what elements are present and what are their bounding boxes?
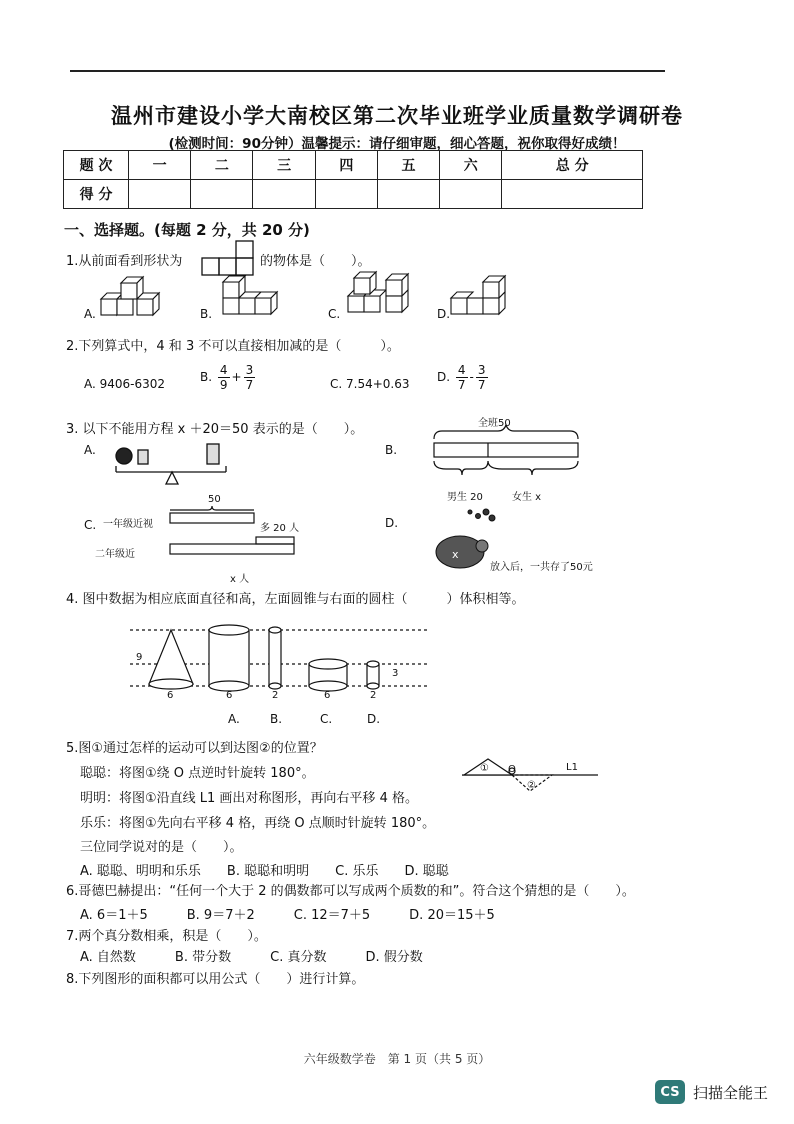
header-cell: 二 (191, 151, 253, 180)
numerator: 4 (219, 363, 228, 377)
score-cell[interactable] (191, 180, 253, 209)
q2-option-a: A. 9406-6302 (84, 377, 166, 391)
header-cell: 六 (440, 151, 502, 180)
operator: - (469, 370, 474, 384)
q6-text: 6.哥德巴赫提出：“任何一个大于 2 的偶数都可以写成两个质数的和”。符合这个猜想的是（ ）。 (66, 884, 635, 899)
header-cell: 总 分 (502, 151, 643, 180)
q3-segment-diagram (432, 425, 582, 485)
q4-d-diameter: 2 (370, 690, 377, 701)
q4-solids-figure (125, 620, 435, 698)
score-cell[interactable] (315, 180, 377, 209)
q2-d-fraction-1 (456, 363, 468, 392)
q4-b-diameter: 2 (272, 690, 279, 701)
denominator: 7 (457, 378, 466, 392)
q3-b-boys-label: 男生 20 (447, 492, 483, 503)
q4-cone-diameter: 6 (167, 690, 174, 701)
q2-b-fraction-1 (218, 363, 230, 392)
q2-text: 2.下列算式中，4 和 3 不可以直接相加减的是（ ）。 (66, 339, 400, 354)
numerator: 3 (245, 363, 254, 377)
q5-statement-1: 聪聪：将图①绕 O 点逆时针旋转 180°。 (80, 766, 315, 781)
q3-option-d-label: D. (385, 516, 399, 530)
q4-c-diameter: 6 (324, 690, 331, 701)
q1-option-c-cubes (342, 272, 417, 322)
scanner-logo: CS (655, 1080, 685, 1104)
q4-label-a: A. (228, 712, 240, 726)
q2-b-fraction-2 (244, 363, 256, 392)
score-row (64, 180, 643, 209)
q3-c-more-label: 多 20 人 (260, 523, 300, 534)
q3-c-grade1-label: 一年级近视 (103, 519, 153, 530)
q2-d-label: D. (437, 370, 451, 384)
score-cell[interactable] (129, 180, 191, 209)
section-heading: 一、选择题。(每题 2 分，共 20 分) (64, 221, 310, 239)
q3-balance-scale-figure (110, 440, 230, 495)
q1-option-c-label: C. (328, 307, 341, 321)
denominator: 7 (477, 378, 486, 392)
q1-option-b-cubes (215, 272, 285, 322)
score-cell[interactable] (377, 180, 439, 209)
scanner-watermark (655, 1080, 768, 1104)
q5-options: A. 聪聪、明明和乐乐 B. 聪聪和明明 C. 乐乐 D. 聪聪 (80, 864, 449, 879)
q2-d-fraction-2 (476, 363, 488, 392)
q8-text: 8.下列图形的面积都可以用公式（ ）进行计算。 (66, 972, 365, 987)
q4-label-c: C. (320, 712, 333, 726)
operator: + (231, 370, 242, 384)
q1-text-before: 1.从前面看到形状为 (66, 254, 183, 269)
header-cell: 题 次 (64, 151, 129, 180)
q4-cone-height: 9 (136, 652, 143, 663)
q3-option-a-label: A. (84, 443, 96, 457)
q4-label-b: B. (270, 712, 283, 726)
score-cell[interactable] (253, 180, 315, 209)
q5-line-label: L1 (566, 762, 578, 773)
denominator: 7 (245, 378, 254, 392)
q5-ask: 三位同学说对的是（ ）。 (80, 840, 243, 855)
q6-options: A. 6＝1＋5 B. 9＝7＋2 C. 12＝7＋5 D. 20＝15＋5 (80, 908, 495, 923)
score-cell[interactable] (502, 180, 643, 209)
q5-statement-2: 明明：将图①沿直线 L1 画出对称图形，再向右平移 4 格。 (80, 791, 418, 806)
q3-text: 3. 以下不能用方程 x ＋20＝50 表示的是（ ）。 (66, 422, 364, 437)
q4-label-d: D. (367, 712, 381, 726)
page-title: 温州市建设小学大南校区第二次毕业班学业质量数学调研卷 (111, 104, 683, 128)
page-footer: 六年级数学卷 第 1 页（共 5 页） (303, 1052, 491, 1066)
q1-text-after: 的物体是（ ）。 (260, 254, 371, 269)
q2-option-d (437, 363, 490, 392)
q5-figure2-mark: ② (527, 780, 536, 791)
q3-c-x-label: x 人 (230, 574, 250, 585)
page-subtitle: (检测时间：90分钟）温馨提示：请仔细审题，细心答题，祝你取得好成绩！ (168, 136, 626, 152)
q5-statement-3: 乐乐：将图①先向右平移 4 格，再绕 O 点顺时针旋转 180°。 (80, 816, 436, 831)
q3-option-b-label: B. (385, 443, 398, 457)
q1-option-d-label: D. (437, 307, 451, 321)
q3-b-girls-label: 女生 x (512, 492, 542, 503)
q3-comparison-bars (168, 504, 303, 562)
q2-option-b (200, 363, 257, 392)
score-table (63, 150, 643, 209)
header-cell: 四 (315, 151, 377, 180)
q7-options: A. 自然数 B. 带分数 C. 真分数 D. 假分数 (80, 950, 423, 965)
q5-transform-figure (460, 755, 600, 800)
q1-front-view-figure (200, 240, 256, 276)
numerator: 4 (457, 363, 466, 377)
q1-option-d-cubes (447, 272, 507, 324)
q2-option-c: C. 7.54+0.63 (330, 377, 410, 391)
q3-d-note: 放入后，一共存了50元 (490, 562, 593, 573)
q4-a-diameter: 6 (226, 690, 233, 701)
score-cell[interactable] (440, 180, 502, 209)
denominator: 9 (219, 378, 228, 392)
numerator: 3 (477, 363, 486, 377)
q3-option-c-label: C. (84, 518, 97, 532)
q7-text: 7.两个真分数相乘，积是（ ）。 (66, 929, 267, 944)
piggy-x-mark: x (452, 548, 459, 561)
q5-point-o: O (508, 764, 516, 775)
scanner-app-name: 扫描全能王 (693, 1083, 769, 1102)
q5-text: 5.图①通过怎样的运动可以到达图②的位置？ (66, 741, 323, 756)
score-header-row (64, 151, 643, 180)
score-label-cell: 得 分 (64, 180, 129, 209)
q3-c-total-label: 50 (208, 494, 221, 505)
header-cell: 三 (253, 151, 315, 180)
q4-d-height: 3 (392, 668, 399, 679)
q3-b-total-label: 全班50 (478, 418, 511, 429)
q1-option-a-cubes (95, 275, 165, 325)
q5-figure1-mark: ① (480, 763, 489, 774)
header-cell: 五 (377, 151, 439, 180)
q2-b-label: B. (200, 370, 213, 384)
header-cell: 一 (129, 151, 191, 180)
top-rule (70, 70, 665, 72)
q4-text: 4. 图中数据为相应底面直径和高，左面圆锥与右面的圆柱（ ）体积相等。 (66, 592, 525, 607)
q1-option-a-label: A. (84, 307, 96, 321)
q3-c-grade2-label: 二年级近 (95, 549, 135, 560)
q1-option-b-label: B. (200, 307, 213, 321)
